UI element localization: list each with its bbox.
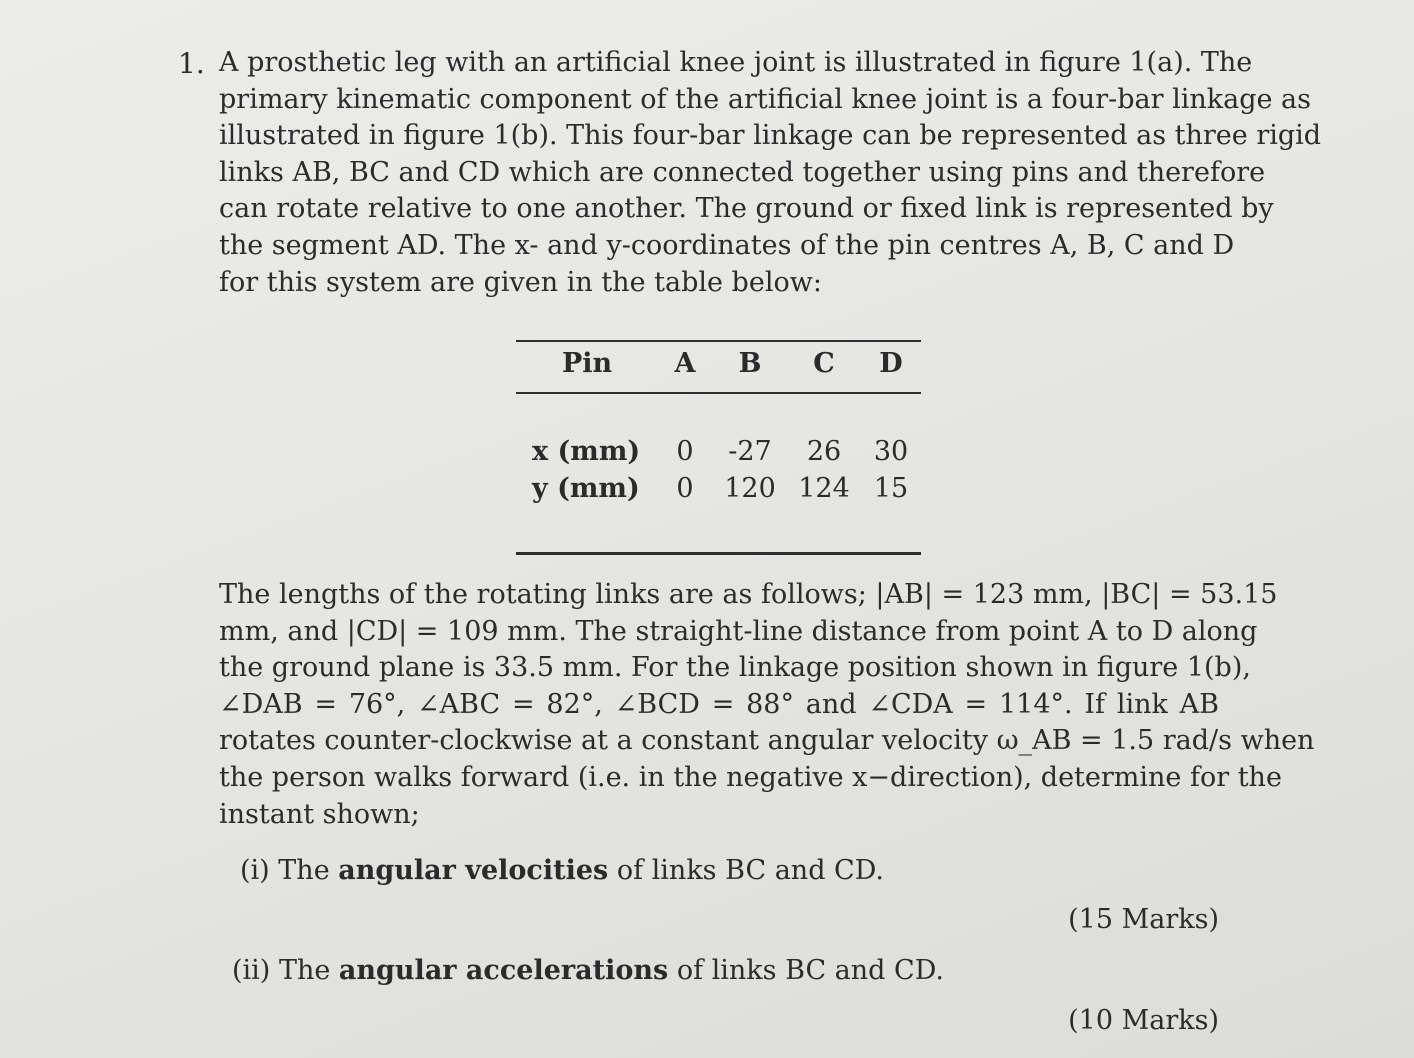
table-header-c: C xyxy=(813,348,835,379)
part-label: (i) xyxy=(240,855,270,886)
table-bottom-rule xyxy=(516,552,921,555)
table-cell: 15 xyxy=(873,473,909,504)
body-line: instant shown; xyxy=(219,798,420,830)
intro-line: can rotate relative to one another. The ground or fixed link is represented by xyxy=(219,193,1274,225)
table-cell: 26 xyxy=(806,436,842,467)
table-header-d: D xyxy=(879,348,903,379)
body-line: The lengths of the rotating links are as follows; |AB| = 123 mm, |BC| = 53.15 xyxy=(219,579,1278,610)
intro-line: the segment AD. The x- and y-coordinates of the pin centres A, B, C and D xyxy=(219,229,1235,261)
table-cell: 30 xyxy=(873,436,909,467)
part-ii-marks: (10 Marks) xyxy=(1068,1005,1219,1036)
body-line: rotates counter-clockwise at a constant angular velocity ω_AB = 1.5 rad/s when xyxy=(219,725,1315,757)
part-prefix: The xyxy=(278,855,330,886)
table-cell: 120 xyxy=(724,473,776,504)
part-keyword: angular velocities xyxy=(338,855,609,886)
body-line: the person walks forward (i.e. in the negative x−direction), determine for the xyxy=(219,761,1282,793)
pin-coordinates-table xyxy=(516,340,921,555)
body-line: ∠DAB = 76°, ∠ABC = 82°, ∠BCD = 88° and ∠CDA = 114°. If link AB xyxy=(219,688,1219,720)
part-ii xyxy=(232,955,944,986)
intro-line: for this system are given in the table below: xyxy=(219,266,822,298)
table-header-rule xyxy=(516,392,921,394)
part-i xyxy=(240,855,884,886)
table-cell: 0 xyxy=(676,473,694,504)
intro-line: A prosthetic leg with an artificial knee joint is illustrated in figure 1(a). The xyxy=(219,47,1253,78)
question-number: 1. xyxy=(178,47,205,80)
table-top-rule xyxy=(516,340,921,342)
table-header-pin: Pin xyxy=(562,348,613,379)
body-line: the ground plane is 33.5 mm. For the linkage position shown in figure 1(b), xyxy=(219,652,1251,684)
part-i-marks: (15 Marks) xyxy=(1068,904,1219,935)
table-header-b: B xyxy=(738,348,762,379)
table-row-label-x: x (mm) xyxy=(532,436,641,467)
table-cell: 124 xyxy=(798,473,850,504)
table-cell: -27 xyxy=(728,436,772,467)
intro-line: links AB, BC and CD which are connected together using pins and therefore xyxy=(219,156,1266,188)
part-label: (ii) xyxy=(232,955,271,986)
part-keyword: angular accelerations xyxy=(338,955,669,986)
table-header-a: A xyxy=(674,348,696,379)
part-suffix: of links BC and CD. xyxy=(616,855,884,886)
intro-line: illustrated in figure 1(b). This four-bar linkage can be represented as three rigid xyxy=(219,120,1322,152)
intro-line: primary kinematic component of the artificial knee joint is a four-bar linkage as xyxy=(219,83,1312,115)
question-body xyxy=(219,577,1315,833)
body-line: mm, and |CD| = 109 mm. The straight-line distance from point A to D along xyxy=(219,615,1258,647)
question-intro xyxy=(219,45,1322,301)
part-prefix: The xyxy=(278,955,331,986)
table-row-label-y: y (mm) xyxy=(532,473,640,504)
table-cell: 0 xyxy=(676,436,694,467)
part-suffix: of links BC and CD. xyxy=(676,955,944,986)
